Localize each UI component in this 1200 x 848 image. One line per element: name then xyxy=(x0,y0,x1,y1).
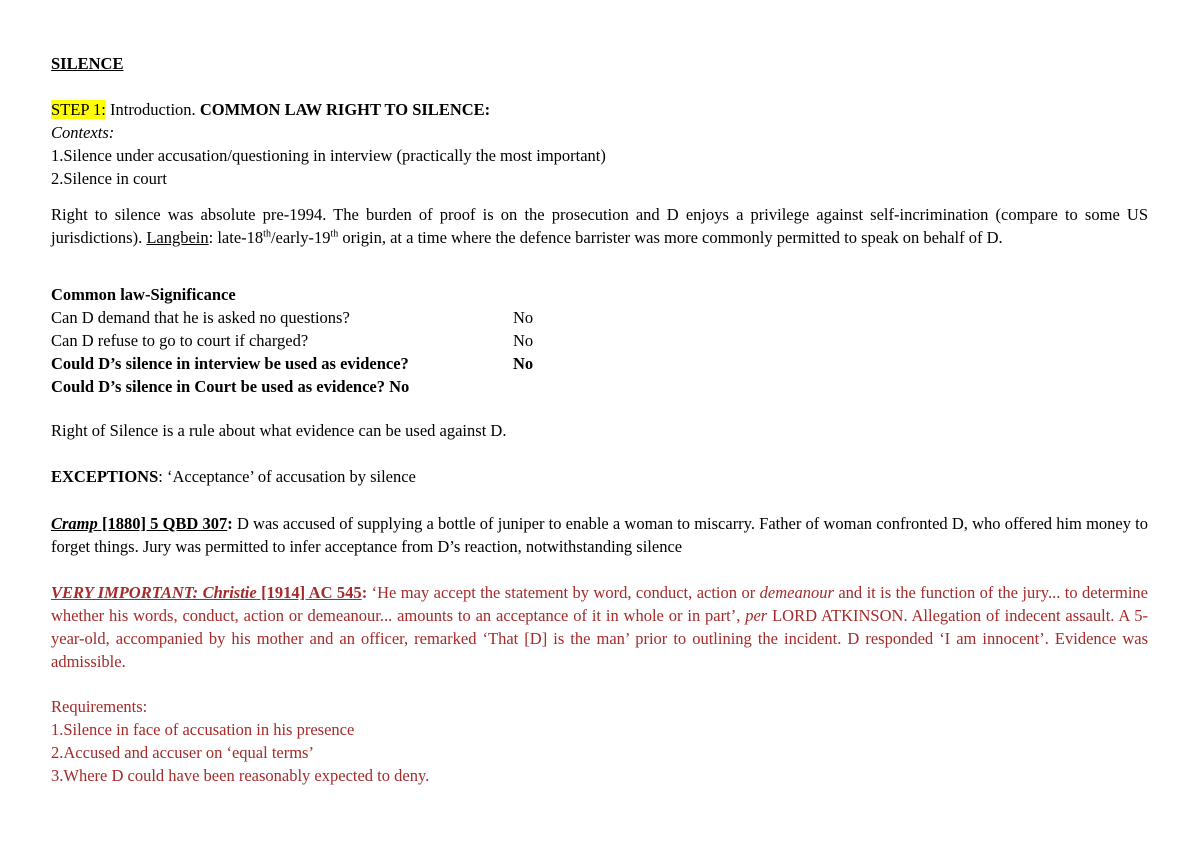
rule-line: Right of Silence is a rule about what evidence can be used against D. xyxy=(51,421,507,440)
requirement-item-2: 2.Accused and accuser on ‘equal terms’ xyxy=(51,743,314,762)
step1-heading: COMMON LAW RIGHT TO SILENCE: xyxy=(199,100,491,119)
exceptions-line: EXCEPTIONS: ‘Acceptance’ of accusation by silence xyxy=(51,467,416,486)
contexts-label: Contexts: xyxy=(51,123,115,142)
cramp-paragraph: Cramp [1880] 5 QBD 307: D was accused of supplying a bottle of juniper to enable a woman to miscarry. Father of woman confronted D, who offered him money to forget things. Jury was permitted to infer acceptance from D’s reaction, notwithstanding silence xyxy=(51,514,1148,556)
table-header: Common law-Significance xyxy=(51,285,236,304)
table-row: Could D’s silence in interview be used as evidence? No xyxy=(51,354,534,373)
step1-heading-line xyxy=(51,100,490,120)
langbein-name: Langbein xyxy=(146,228,209,247)
christie-paragraph: VERY IMPORTANT: Christie [1914] AC 545: ‘He may accept the statement by word, conduct, action or demeanour and it is the function of the jury... to determine whether his words, conduct, action or demeanour... amounts to an acceptance of it in whole or in part’, per LORD ATKINSON. Allegation of indecent assault. A 5-year-old, accompanied by his mother and an officer, remarked ‘That [D] is the man’ prior to outlining the incident. D responded ‘I am innocent’. Evidence was admissible. xyxy=(51,583,1148,671)
step1-intro: Introduction. xyxy=(105,100,200,119)
case-cramp: Cramp xyxy=(51,514,98,533)
requirement-item-3: 3.Where D could have been reasonably expected to deny. xyxy=(51,766,430,785)
exceptions-label: EXCEPTIONS xyxy=(51,467,159,486)
step1-label: STEP 1: xyxy=(51,100,106,119)
case-christie: VERY IMPORTANT: Christie xyxy=(51,583,257,602)
table-row-last: Could D’s silence in Court be used as evidence? No xyxy=(51,377,410,396)
table-row: Can D demand that he is asked no questions? No xyxy=(51,308,534,327)
context-item-2: 2.Silence in court xyxy=(51,169,167,188)
page-title: SILENCE xyxy=(51,54,124,73)
right-to-silence-paragraph: Right to silence was absolute pre-1994. The burden of proof is on the prosecution and D enjoys a privilege against self-incrimination (compare to some US jurisdictions). Langbein: late-18th/early-19th origin, at a time where the defence barrister was more commonly permitted to speak on behalf of D. xyxy=(51,205,1148,247)
table-row: Can D refuse to go to court if charged? No xyxy=(51,331,534,350)
requirements-label: Requirements: xyxy=(51,697,148,716)
significance-table xyxy=(51,283,533,398)
requirement-item-1: 1.Silence in face of accusation in his presence xyxy=(51,720,355,739)
context-item-1: 1.Silence under accusation/questioning in interview (practically the most important) xyxy=(51,146,606,165)
